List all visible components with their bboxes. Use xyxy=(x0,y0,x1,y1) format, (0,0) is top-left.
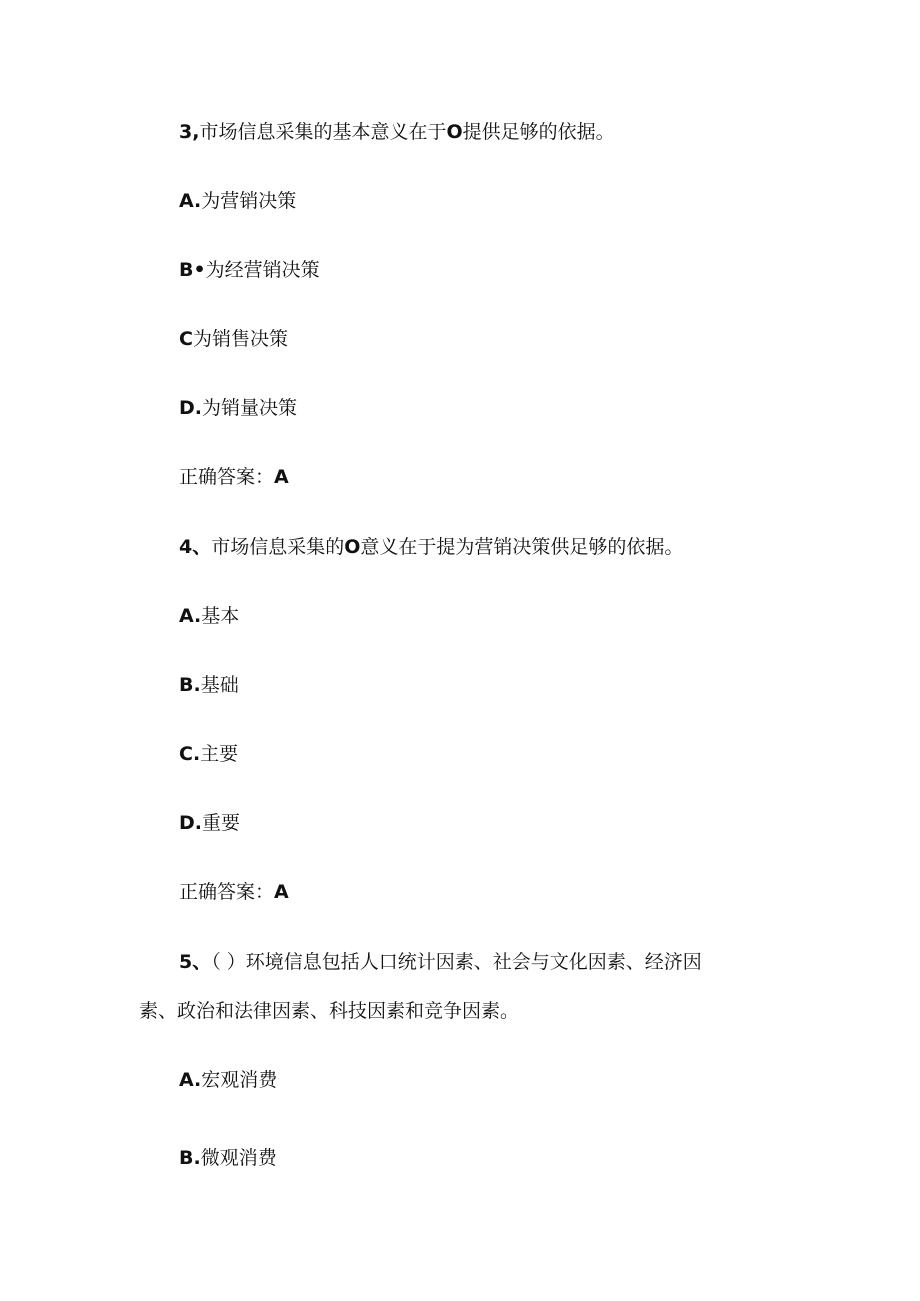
question-text: （ ）环境信息包括人口统计因素、社会与文化因素、经济因 xyxy=(211,951,702,973)
option-letter: B. xyxy=(179,1147,201,1169)
question-4-stem xyxy=(179,535,683,559)
question-3-answer xyxy=(179,465,289,489)
option-text: 主要 xyxy=(200,743,239,765)
question-3-option-a xyxy=(179,189,296,213)
question-text-continued: 素、政治和法律因素、科技因素和竞争因素。 xyxy=(139,1000,520,1022)
answer-value: A xyxy=(274,466,289,488)
answer-value: A xyxy=(274,881,289,903)
question-5-option-b xyxy=(179,1146,277,1170)
option-letter: A. xyxy=(179,1069,202,1091)
question-4-option-a xyxy=(179,604,239,628)
option-text: 为销量决策 xyxy=(202,397,298,419)
question-number: 5、 xyxy=(179,951,212,973)
question-number: 3, xyxy=(179,121,200,143)
option-letter: A. xyxy=(179,605,202,627)
question-3-option-b xyxy=(179,258,320,282)
question-5-stem-line-1 xyxy=(179,950,702,974)
option-text: 基础 xyxy=(200,674,239,696)
question-4-option-b xyxy=(179,673,239,697)
option-text: 宏观消费 xyxy=(201,1069,278,1091)
question-5-stem-line-2 xyxy=(139,999,519,1023)
question-3-stem xyxy=(179,120,615,144)
option-text: 重要 xyxy=(202,812,241,834)
question-text-end: 意义在于提为营销决策供足够的依据。 xyxy=(360,536,684,558)
question-4-option-c xyxy=(179,742,238,766)
answer-label: 正确答案： xyxy=(179,466,275,488)
question-3-option-d xyxy=(179,396,297,420)
option-text: 为销售决策 xyxy=(192,328,288,350)
option-text: 基本 xyxy=(201,605,240,627)
question-text: 市场信息采集的 xyxy=(211,536,345,558)
question-number: 4、 xyxy=(179,536,212,558)
option-text: 微观消费 xyxy=(200,1147,277,1169)
option-text: 为营销决策 xyxy=(201,190,297,212)
answer-label: 正确答案： xyxy=(179,881,275,903)
question-3-option-c xyxy=(179,327,288,351)
option-letter: D. xyxy=(179,812,202,834)
option-letter: C. xyxy=(179,743,201,765)
option-letter: D. xyxy=(179,397,202,419)
question-4-option-d xyxy=(179,811,240,835)
question-blank: O xyxy=(446,121,463,143)
question-5-option-a xyxy=(179,1068,277,1092)
option-text: 为经营销决策 xyxy=(205,259,320,281)
question-blank: O xyxy=(344,536,361,558)
option-letter: C xyxy=(179,328,193,350)
option-letter: B. xyxy=(179,674,201,696)
question-text: 市场信息采集的基本意义在于 xyxy=(199,121,447,143)
question-text-end: 提供足够的依据。 xyxy=(462,121,615,143)
option-letter: A. xyxy=(179,190,202,212)
option-letter: B• xyxy=(179,259,206,281)
question-4-answer xyxy=(179,880,289,904)
